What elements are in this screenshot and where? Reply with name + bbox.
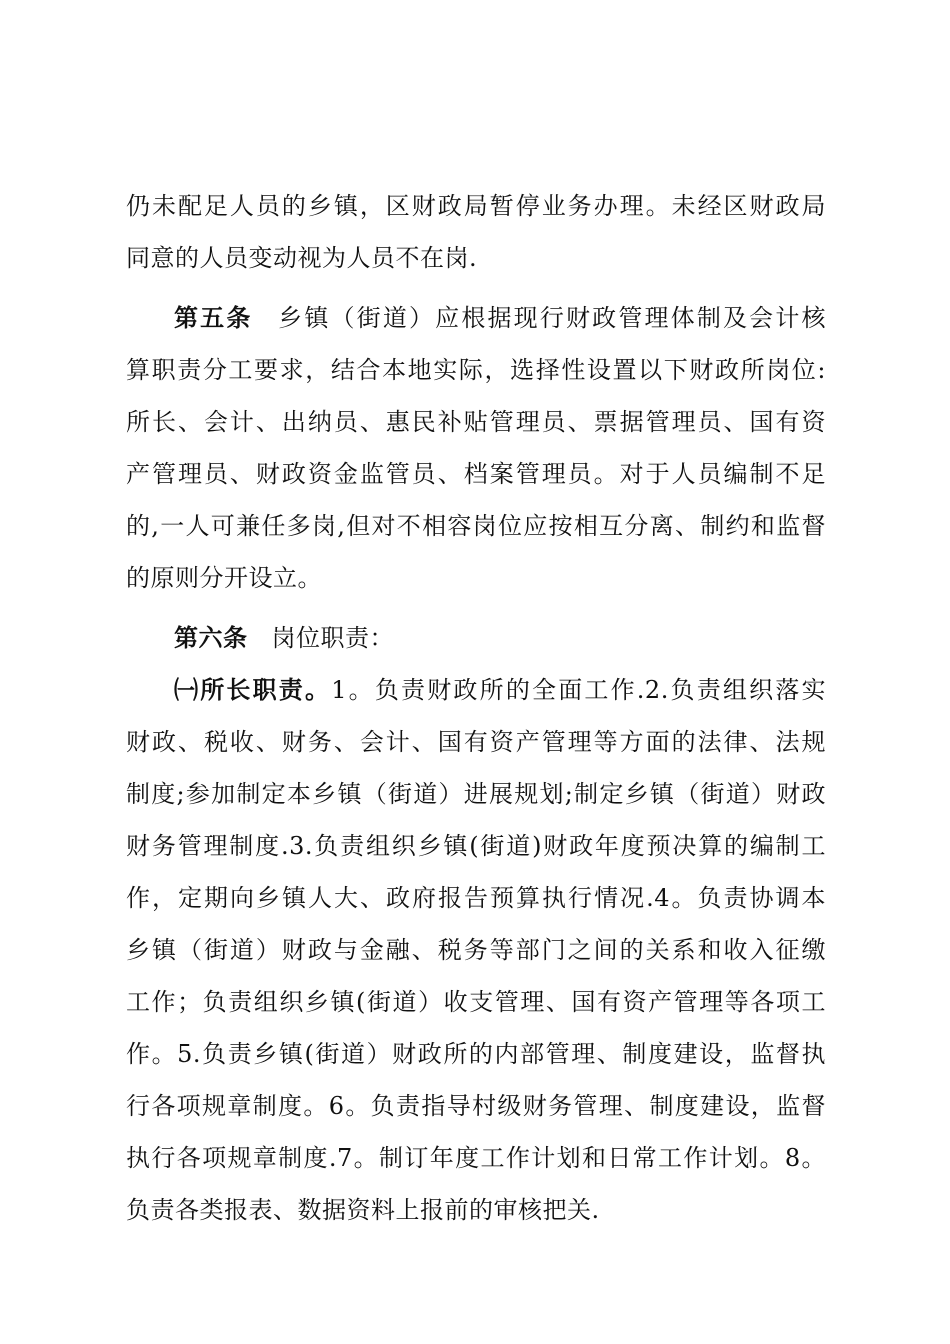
item-1-text: 1。负责财政所的全面工作.2.负责组织落实 — [331, 676, 826, 704]
paragraph-gap — [126, 604, 826, 612]
article-5-heading: 第五条 — [174, 303, 253, 332]
item-1-first-line — [126, 664, 826, 716]
article-5-text: 乡镇（街道）应根据现行财政管理体制及会计核 — [276, 304, 826, 332]
text-line: 乡镇（街道）财政与金融、税务等部门之间的关系和收入征缴 — [126, 936, 826, 964]
text-line: 作，定期向乡镇人大、政府报告预算执行情况.4。负责协调本 — [126, 884, 826, 912]
text-line: 仍未配足人员的乡镇，区财政局暂停业务办理。未经区财政局 — [126, 192, 826, 220]
text-line: 工作；负责组织乡镇(街道）收支管理、国有资产管理等各项工 — [126, 988, 826, 1016]
text-line: 同意的人员变动视为人员不在岗. — [126, 244, 478, 272]
article-5-first-line — [126, 292, 826, 344]
paragraph-gap — [126, 284, 826, 292]
item-1-heading: ㈠所长职责。 — [174, 675, 332, 704]
article-6-heading: 第六条 — [174, 623, 248, 652]
text-line: 作。5.负责乡镇(街道）财政所的内部管理、制度建设，监督执 — [126, 1040, 826, 1068]
article-6-line — [126, 612, 826, 664]
text-line: 执行各项规章制度.7。制订年度工作计划和日常工作计划。8。 — [126, 1144, 826, 1172]
text-line: 的,一人可兼任多岗,但对不相容岗位应按相互分离、制约和监督 — [126, 512, 826, 540]
text-line: 负责各类报表、数据资料上报前的审核把关. — [126, 1196, 600, 1224]
text-line: 行各项规章制度。6。负责指导村级财务管理、制度建设，监督 — [126, 1092, 826, 1120]
text-line: 所长、会计、出纳员、惠民补贴管理员、票据管理员、国有资 — [126, 408, 826, 436]
text-line: 财政、税收、财务、会计、国有资产管理等方面的法律、法规 — [126, 728, 826, 756]
text-line: 制度;参加制定本乡镇（街道）进展规划;制定乡镇（街道）财政 — [126, 780, 826, 808]
text-line: 的原则分开设立。 — [126, 564, 322, 592]
text-line: 产管理员、财政资金监管员、档案管理员。对于人员编制不足 — [126, 460, 826, 488]
text-line: 财务管理制度.3.负责组织乡镇(街道)财政年度预决算的编制工 — [126, 832, 826, 860]
document-body — [126, 180, 826, 1236]
article-6-text: 岗位职责： — [271, 624, 394, 652]
text-line: 算职责分工要求，结合本地实际，选择性设置以下财政所岗位: — [126, 356, 826, 384]
